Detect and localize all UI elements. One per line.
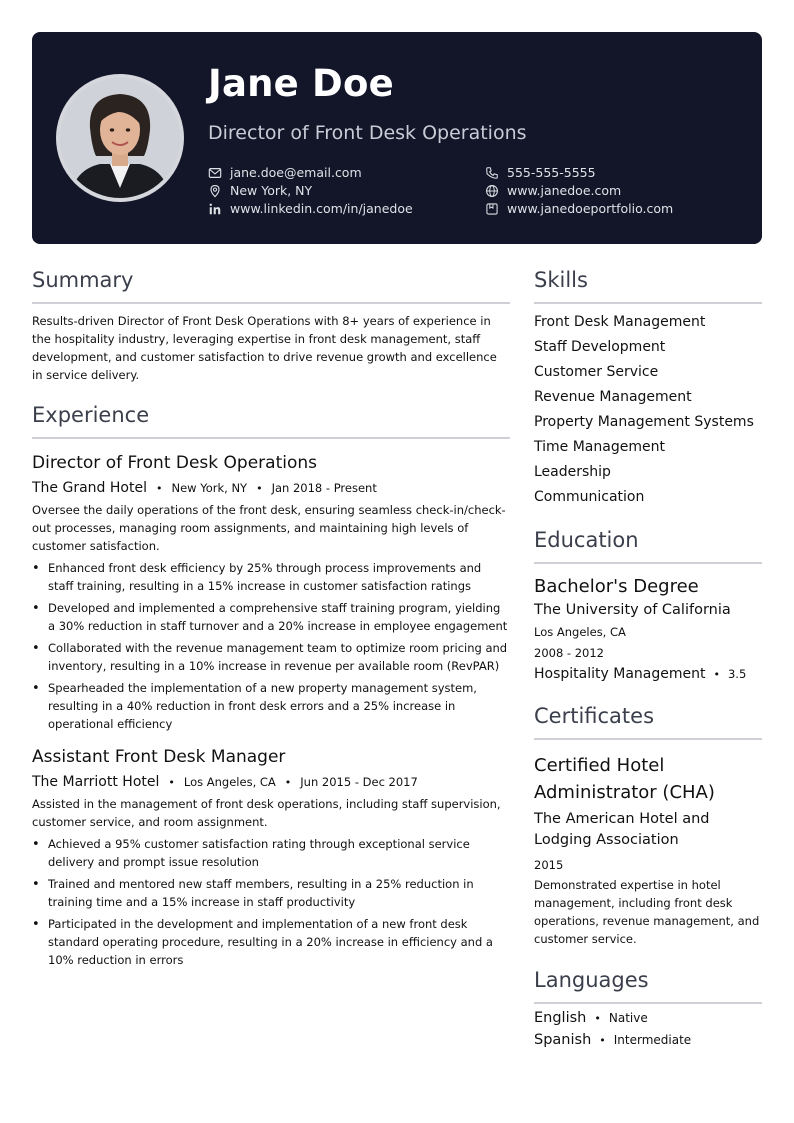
summary-text: Results-driven Director of Front Desk Operations with 8+ years of experience in the hospitality industry, leveraging expertise in front desk management, staff development, and customer satisfaction to drive revenue growth and excellence in service delivery. bbox=[32, 314, 497, 382]
list-item: • Participated in the development and implementation of a new front desk standard operating procedure, resulting in a 20% increase in efficiency and a 10% reduction in errors bbox=[32, 915, 510, 969]
phone-text: 555-555-5555 bbox=[507, 165, 596, 180]
list-item: • Developed and implemented a comprehensive staff training program, yielding a 30% reduction in staff turnover and a 20% increase in employee engagement bbox=[32, 599, 510, 635]
contact-website[interactable] bbox=[485, 183, 621, 198]
skills-heading: Skills bbox=[534, 268, 762, 304]
job-bullets bbox=[32, 835, 510, 969]
languages-heading: Languages bbox=[534, 968, 762, 1004]
contact-phone[interactable] bbox=[485, 165, 596, 180]
job-bullets bbox=[32, 559, 510, 733]
education-heading: Education bbox=[534, 528, 762, 564]
contact-linkedin[interactable] bbox=[208, 201, 413, 216]
mail-icon bbox=[208, 166, 222, 180]
portfolio-icon bbox=[485, 202, 499, 216]
resume-header bbox=[32, 32, 762, 244]
website-text: www.janedoe.com bbox=[507, 183, 622, 198]
portfolio-text: www.janedoeportfolio.com bbox=[507, 201, 674, 216]
email-text: jane.doe@email.com bbox=[230, 165, 362, 180]
bullet-text: Trained and mentored new staff members, resulting in a 25% reduction in training time and a 15% increase in staff productivity bbox=[48, 877, 474, 909]
education-location: Los Angeles, CA bbox=[534, 625, 626, 639]
skill-item: Property Management Systems bbox=[534, 414, 754, 430]
language-level: Intermediate bbox=[613, 1033, 692, 1047]
linkedin-text: www.linkedin.com/in/janedoe bbox=[230, 201, 413, 216]
experience-item bbox=[32, 453, 510, 733]
skill-item: Time Management bbox=[534, 439, 665, 455]
list-item: • Enhanced front desk efficiency by 25% through process improvements and staff training, resulting in a 15% increase in customer satisfaction ratings bbox=[32, 559, 510, 595]
location-pin-icon bbox=[208, 184, 222, 198]
side-column bbox=[534, 268, 762, 1048]
job-company: The Marriott Hotel bbox=[32, 774, 160, 790]
certificates-heading: Certificates bbox=[534, 704, 762, 740]
job-dates: Jun 2015 - Dec 2017 bbox=[300, 775, 418, 789]
bullet-text: Enhanced front desk efficiency by 25% through process improvements and staff training, resulting in a 15% increase in customer satisfaction ratings bbox=[48, 561, 482, 593]
candidate-title: Director of Front Desk Operations bbox=[208, 122, 527, 144]
contact-email[interactable] bbox=[208, 165, 362, 180]
phone-icon bbox=[485, 166, 499, 180]
languages-list bbox=[534, 1010, 762, 1048]
contact-portfolio[interactable] bbox=[485, 201, 673, 216]
language-item bbox=[534, 1010, 762, 1026]
contact-info bbox=[208, 165, 728, 225]
education-field-row bbox=[534, 666, 762, 682]
skill-item: Revenue Management bbox=[534, 389, 692, 405]
contact-location bbox=[208, 183, 312, 198]
job-dates: Jan 2018 - Present bbox=[271, 481, 377, 495]
job-title: Assistant Front Desk Manager bbox=[32, 747, 286, 767]
experience-item bbox=[32, 747, 510, 969]
job-company: The Grand Hotel bbox=[32, 480, 147, 496]
certificate-org: The American Hotel and Lodging Association bbox=[534, 811, 710, 848]
job-location: New York, NY bbox=[171, 481, 248, 495]
list-item: • Spearheaded the implementation of a new property management system, resulting in a 40% reduction in front desk errors and a 25% increase in operational efficiency bbox=[32, 679, 510, 733]
list-item: • Collaborated with the revenue management team to optimize room pricing and inventory, resulting in a 10% increase in revenue per available room (RevPAR) bbox=[32, 639, 510, 675]
certificate-item bbox=[534, 752, 762, 948]
education-school: The University of California bbox=[534, 602, 731, 618]
language-item bbox=[534, 1032, 762, 1048]
education-dates: 2008 - 2012 bbox=[534, 646, 604, 660]
separator-dot: • bbox=[594, 1012, 601, 1025]
certificate-description: Demonstrated expertise in hotel management, including front desk operations, revenue management, and customer service. bbox=[534, 878, 760, 946]
list-item: • Trained and mentored new staff members, resulting in a 25% reduction in training time and a 15% increase in staff productivity bbox=[32, 875, 510, 911]
main-column bbox=[32, 268, 510, 969]
separator-dot: • bbox=[713, 668, 720, 681]
skill-item: Leadership bbox=[534, 464, 611, 480]
bullet-text: Participated in the development and implementation of a new front desk standard operating procedure, resulting in a 20% increase in efficiency and a 10% reduction in errors bbox=[48, 917, 493, 967]
separator-dot: • bbox=[155, 482, 163, 495]
job-description: Assisted in the management of front desk operations, including staff supervision, customer service, and room assignment. bbox=[32, 797, 501, 829]
education-gpa: 3.5 bbox=[727, 667, 747, 681]
job-description: Oversee the daily operations of the front desk, ensuring seamless check-in/check-out processes, managing room assignments, and maintaining high levels of customer satisfaction. bbox=[32, 503, 506, 553]
profile-photo-icon bbox=[60, 78, 180, 198]
summary-heading: Summary bbox=[32, 268, 510, 304]
bullet-text: Achieved a 95% customer satisfaction rating through exceptional service delivery and prompt issue resolution bbox=[48, 837, 470, 869]
experience-heading: Experience bbox=[32, 403, 510, 439]
bullet-text: Developed and implemented a comprehensive staff training program, yielding a 30% reduction in staff turnover and a 20% increase in employee engagement bbox=[48, 601, 508, 633]
separator-dot: • bbox=[284, 776, 292, 789]
education-item bbox=[534, 576, 762, 682]
linkedin-icon bbox=[208, 202, 222, 216]
skill-item: Staff Development bbox=[534, 339, 666, 355]
separator-dot: • bbox=[256, 482, 263, 495]
bullet-text: Collaborated with the revenue management team to optimize room pricing and inventory, resulting in a 10% increase in revenue per available room (RevPAR) bbox=[48, 641, 508, 673]
skill-item: Communication bbox=[534, 489, 645, 505]
skills-list bbox=[534, 310, 762, 510]
profile-photo bbox=[56, 74, 184, 202]
separator-dot: • bbox=[599, 1034, 606, 1047]
job-meta bbox=[32, 480, 510, 496]
education-degree: Bachelor's Degree bbox=[534, 576, 699, 597]
job-title: Director of Front Desk Operations bbox=[32, 453, 317, 473]
language-name: English bbox=[534, 1010, 587, 1026]
location-text: New York, NY bbox=[230, 183, 313, 198]
skill-item: Front Desk Management bbox=[534, 314, 706, 330]
language-name: Spanish bbox=[534, 1032, 592, 1048]
list-item: • Achieved a 95% customer satisfaction rating through exceptional service delivery and prompt issue resolution bbox=[32, 835, 510, 871]
bullet-text: Spearheaded the implementation of a new property management system, resulting in a 40% reduction in front desk errors and a 25% increase in operational efficiency bbox=[48, 681, 477, 731]
education-field: Hospitality Management bbox=[534, 666, 706, 682]
language-level: Native bbox=[608, 1011, 648, 1025]
certificate-year: 2015 bbox=[534, 858, 564, 872]
job-meta bbox=[32, 774, 510, 790]
skill-item: Customer Service bbox=[534, 364, 659, 380]
certificate-name: Certified Hotel Administrator (CHA) bbox=[534, 755, 715, 803]
separator-dot: • bbox=[168, 776, 175, 789]
candidate-name: Jane Doe bbox=[208, 62, 394, 105]
job-location: Los Angeles, CA bbox=[183, 775, 276, 789]
globe-icon bbox=[485, 184, 499, 198]
